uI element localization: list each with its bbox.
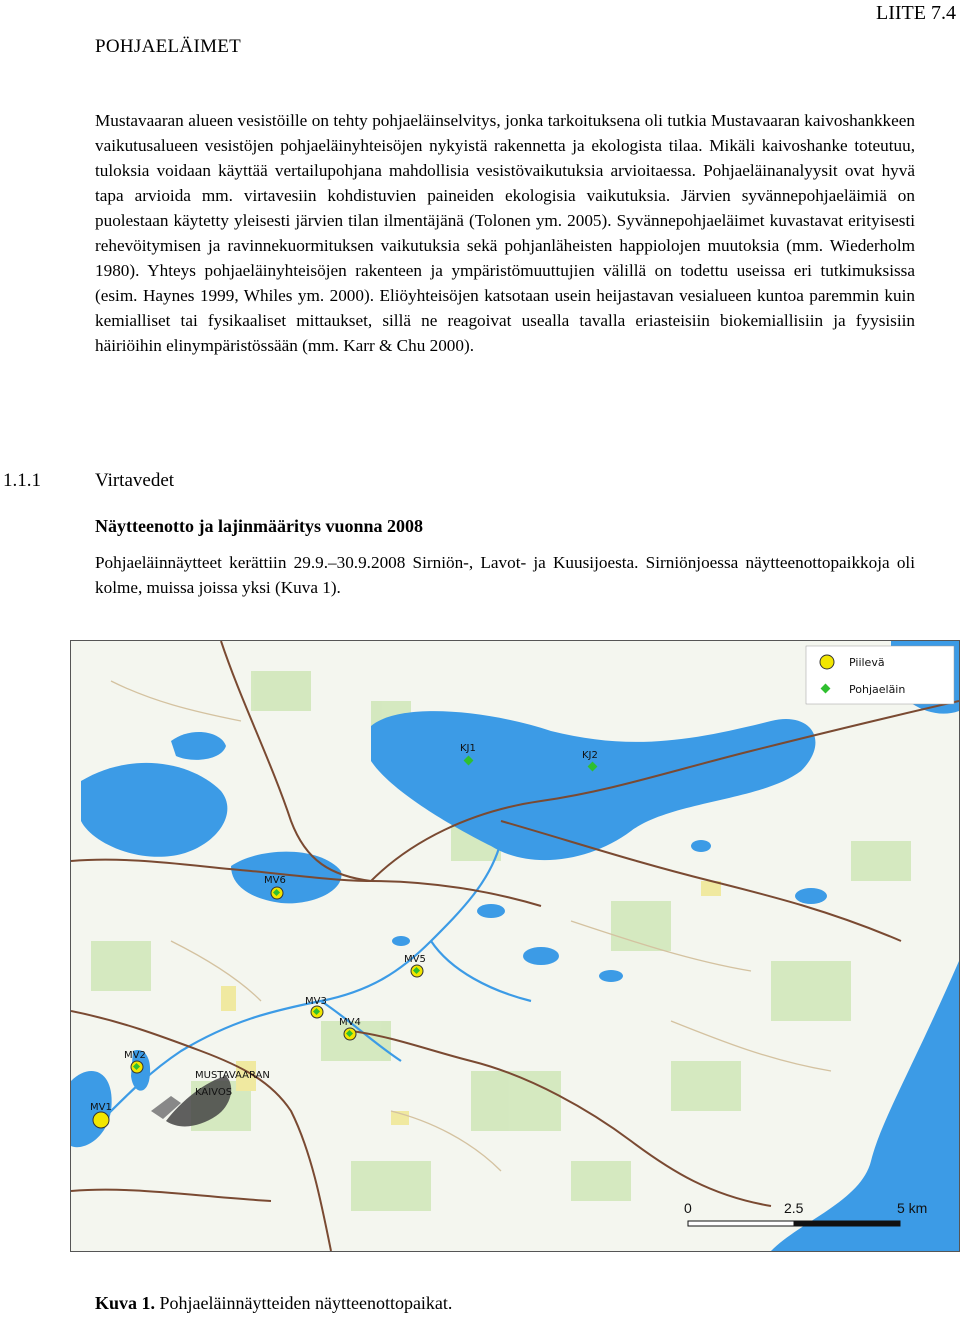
site-mv1-label: MV1 — [90, 1102, 112, 1113]
legend-green-label: Pohjaeläin — [849, 683, 906, 696]
site-kj2-label: KJ2 — [582, 750, 598, 761]
legend-yellow-label: Piilevä — [849, 656, 885, 669]
subsection-heading: Näytteenotto ja lajinmääritys vuonna 2008 — [95, 516, 423, 536]
appendix-label: LIITE 7.4 — [876, 2, 956, 24]
scale-label-0: 0 — [684, 1200, 692, 1216]
map-legend — [806, 646, 954, 704]
caption-text: Pohjaeläinnäytteiden näytteenottopaikat. — [159, 1293, 453, 1313]
section-heading — [3, 470, 174, 492]
intro-paragraph: Mustavaaran alueen vesistöille on tehty pohjaeläinselvitys, jonka tarkoituksena oli tutkia Mustavaaran kaivoshankkeen vaikutusalueen vesistöjen pohjaeläinyhteisöjen nykyistä rakennetta ja ekologista tilaa. Mikäli kaivoshanke toteutuu, tuloksia voidaan käyttää vertailupohjana mahdollisia vesistövaikutuksia arvioitaessa. Pohjaeläinanalyysit ovat hyvä tapa arvioida mm. virtavesiin kohdistuvien paineiden ekologisia vaikutuksia. Järvien syvännepohjaeläimiä on puolestaan käytetty yleisesti järvien tilan ilmentäjänä (Tolonen ym. 2005). Syvännepohjaeläimet kuvastavat erityisesti rehevöitymisen ja ravinnekuormituksen vaikutuksia sekä pohjanläheisten happiolojen muutoksia (mm. Wiederholm 1980). Yhteys pohjaeläinyhteisöjen rakenteen ja ympäristömuuttujien välillä on todettu useissa eri tutkimuksissa (esim. Haynes 1999, Whiles ym. 2000). Eliöyhteisöjen katsotaan usein heijastavan vesialueen kuntoa paremmin kuin kemialliset tai fysikaaliset mittaukset, sillä ne reagoivat usealla tavalla eriasteisiin biokemiallisiin ja fyysisiin häiriöihin elinympäristössään (mm. Karr & Chu 2000). — [95, 111, 915, 355]
map-svg — [71, 641, 959, 1251]
site-mv6-label: MV6 — [264, 875, 286, 886]
section-number: 1.1.1 — [3, 470, 41, 491]
mine-label-line-1: MUSTAVAARAN — [195, 1070, 270, 1081]
site-mv5-label: MV5 — [404, 954, 426, 965]
sampling-paragraph: Pohjaeläinnäytteet kerättiin 29.9.–30.9.2008 Sirniön-, Lavot- ja Kuusijoesta. Sirniönjoessa näytteenottopaikkoja oli kolme, muissa joissa yksi (Kuva 1). — [95, 553, 915, 597]
mine-label-line-2: KAIVOS — [195, 1087, 233, 1098]
sampling-map — [70, 640, 960, 1252]
scale-label-2-5: 2.5 — [784, 1200, 804, 1216]
page-heading: POHJAELÄIMET — [95, 36, 242, 57]
site-mv2-label: MV2 — [124, 1050, 146, 1061]
site-mv5 — [404, 954, 426, 977]
legend-yellow-marker — [820, 655, 834, 669]
site-mv3-label: MV3 — [305, 996, 327, 1007]
site-mv4-label: MV4 — [339, 1017, 361, 1028]
site-kj1-label: KJ1 — [460, 743, 476, 754]
caption-label: Kuva 1. — [95, 1293, 156, 1313]
figure-caption — [95, 1293, 452, 1314]
section-title: Virtavedet — [95, 470, 175, 491]
site-mv3 — [305, 996, 327, 1018]
scale-label-5-km: 5 km — [897, 1200, 928, 1216]
